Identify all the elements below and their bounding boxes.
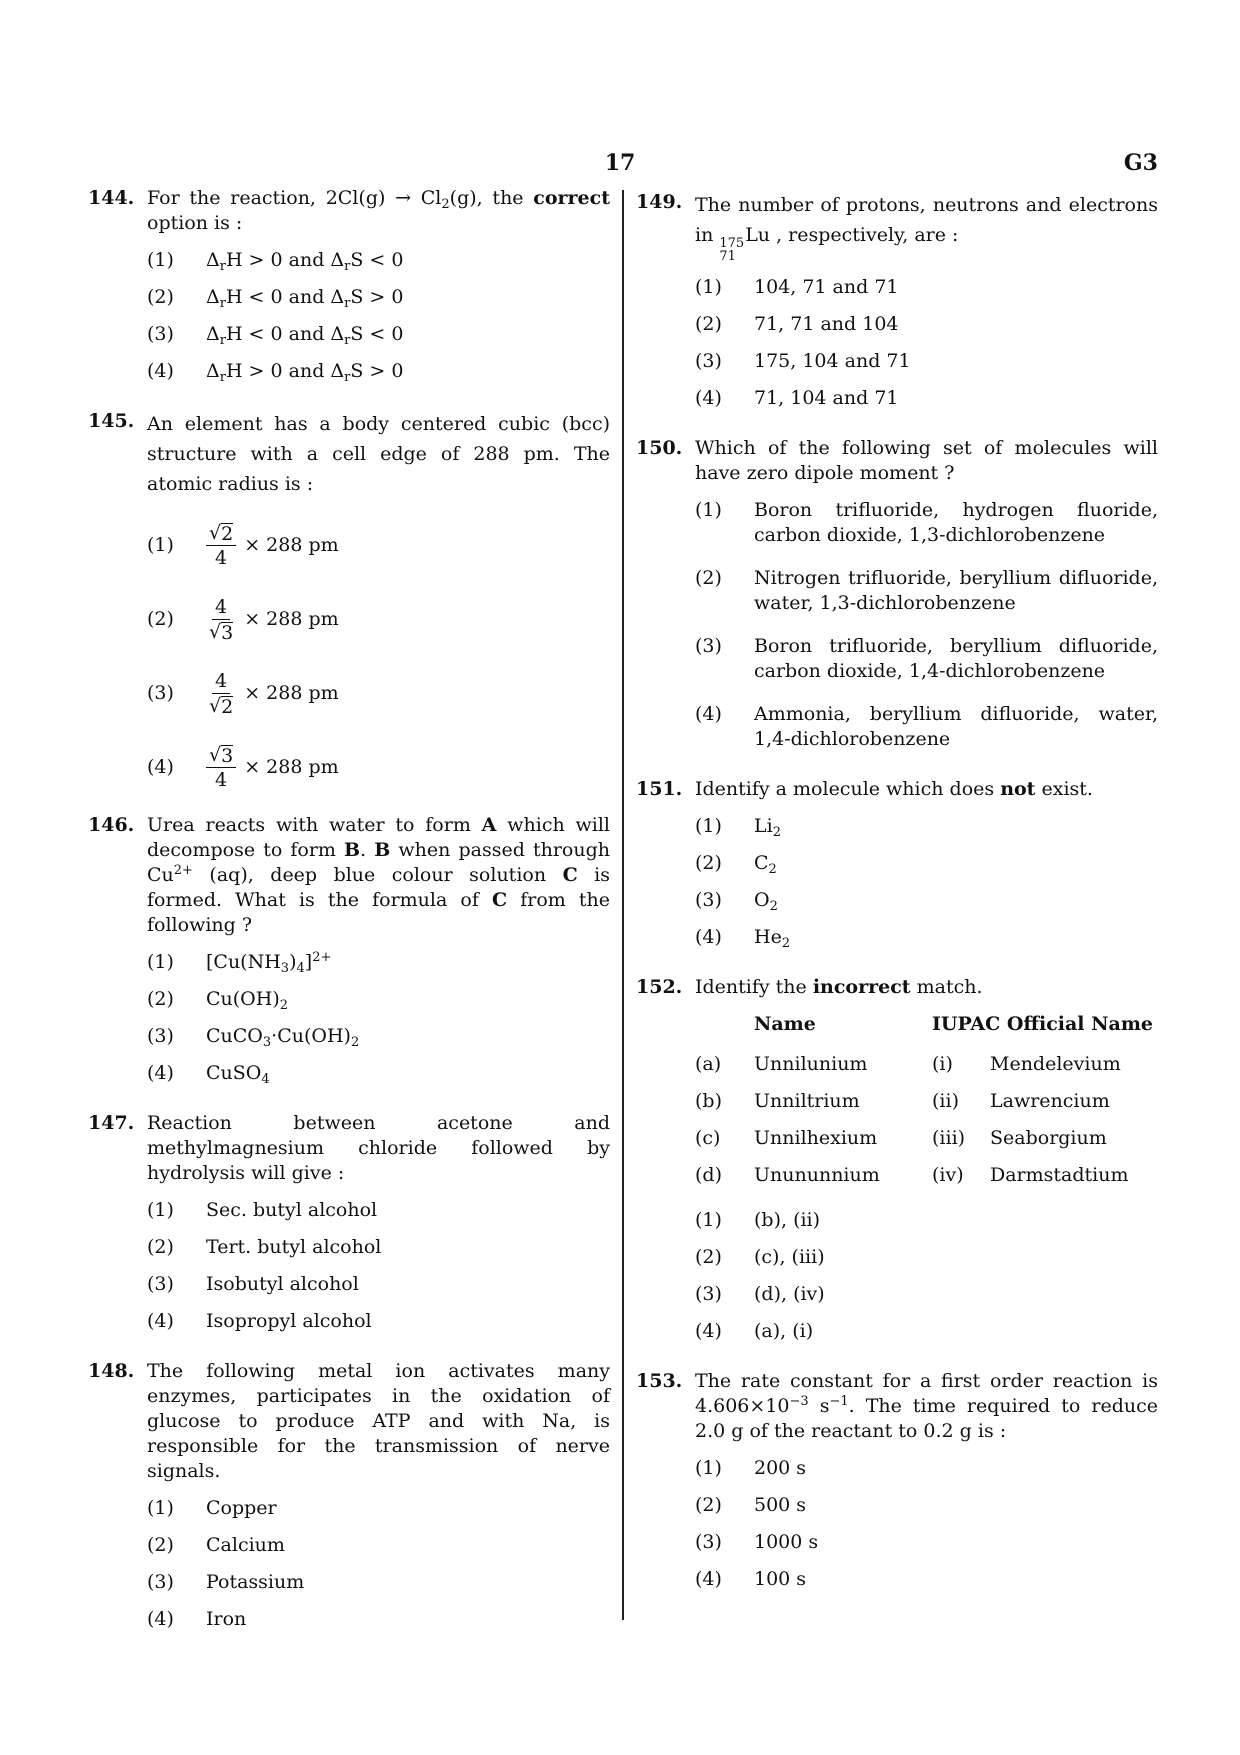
option: (4) Ammonia, beryllium difluoride, water, 1,4-dichlorobenzene xyxy=(695,703,1158,750)
page-number: 17 xyxy=(604,150,636,176)
option: (4) √ 3 4 × 288 pm xyxy=(147,743,339,791)
question-146 xyxy=(88,813,610,1086)
option: (3) Isobutyl alcohol xyxy=(147,1273,359,1295)
booklet-code: G3 xyxy=(1123,150,1158,176)
column-header-iupac: IUPAC Official Name xyxy=(932,1013,1154,1035)
question-text: Identify a molecule which does not exist. xyxy=(695,778,1093,800)
question-text: The following metal ion activates many enzymes, participates in the oxidation of glucose to produce ATP and with Na, is responsible for the transmission of nerve signals. xyxy=(147,1360,610,1482)
option: (1) √ 2 4 × 288 pm xyxy=(147,521,339,569)
option: (1) 104, 71 and 71 xyxy=(695,276,899,298)
option: (4) 71, 104 and 71 xyxy=(695,387,899,409)
question-152 xyxy=(636,975,1158,1344)
question-text: An element has a body centered cubic (bcc) structure with a cell edge of 288 pm. The atomic radius is : xyxy=(147,413,610,495)
option: (1) Boron trifluoride, hydrogen fluoride, carbon dioxide, 1,3-dichlorobenzene xyxy=(695,499,1158,546)
option: (4) 100 s xyxy=(695,1568,807,1590)
question-149 xyxy=(636,190,1158,411)
option: (1) 200 s xyxy=(695,1457,807,1479)
option: (2) $Cu(OH)_2$ xyxy=(147,988,289,1013)
right-column xyxy=(636,190,1158,1617)
question-text: The rate constant for a first order reaction is $4.606\times 10^{-3}$ $s^{-1}$. The time required to reduce 2.0 g of the reactant to 0.2 g is : xyxy=(695,1370,1158,1442)
nuclide-notation: 175 71 xyxy=(719,236,745,264)
option: (2) Nitrogen trifluoride, beryllium difluoride, water, 1,3-dichlorobenzene xyxy=(695,567,1158,614)
option: (2) (c), (iii) xyxy=(695,1246,825,1268)
question-number: 147. xyxy=(88,1112,135,1134)
option: (4) $\Delta_rH > 0$ and $\Delta_rS > 0$ xyxy=(147,360,404,385)
question-number: 149. xyxy=(636,191,683,213)
option: (4) CuSO$_4$ xyxy=(147,1062,270,1087)
match-table xyxy=(695,1012,1153,1200)
question-text: The number of protons, neutrons and electrons in 175 71 Lu , respectively, are : xyxy=(695,194,1158,264)
question-text: Reaction between acetone and methylmagnesium chloride followed by hydrolysis will give : xyxy=(147,1112,610,1184)
question-145 xyxy=(88,409,610,795)
question-147 xyxy=(88,1111,610,1334)
option: (2) 500 s xyxy=(695,1494,807,1516)
option: (4) Isopropyl alcohol xyxy=(147,1310,372,1332)
table-row: (c) Unnilhexium (iii) Seaborgium xyxy=(695,1127,1107,1149)
option: (2) $C_2$ xyxy=(695,852,777,877)
option: (2) Calcium xyxy=(147,1534,285,1556)
option: (3) 4 √ 2 × 288 pm xyxy=(147,669,339,718)
question-153 xyxy=(636,1369,1158,1592)
table-row: (d) Unununnium (iv) Darmstadtium xyxy=(695,1164,1129,1186)
table-row: (a) Unnilunium (i) Mendelevium xyxy=(695,1053,1121,1075)
option: (4) $He_2$ xyxy=(695,926,791,951)
option: (2) $\Delta_rH < 0$ and $\Delta_rS > 0$ xyxy=(147,286,404,311)
option: (3) 175, 104 and 71 xyxy=(695,350,911,372)
question-number: 152. xyxy=(636,976,683,998)
question-number: 145. xyxy=(88,410,135,432)
option: (4) (a), (i) xyxy=(695,1320,814,1342)
option: (1) $Li_2$ xyxy=(695,815,781,840)
question-text: Which of the following set of molecules will have zero dipole moment ? xyxy=(695,437,1158,484)
option: (1) Sec. butyl alcohol xyxy=(147,1199,378,1221)
option: (2) 4 √ 3 × 288 pm xyxy=(147,595,339,644)
question-number: 150. xyxy=(636,437,683,459)
question-number: 148. xyxy=(88,1360,135,1382)
question-number: 153. xyxy=(636,1370,683,1392)
question-text: Identify the incorrect match. xyxy=(695,976,983,998)
option: (3) $\Delta_rH < 0$ and $\Delta_rS < 0$ xyxy=(147,323,404,348)
table-row: (b) Unniltrium (ii) Lawrencium xyxy=(695,1090,1110,1112)
question-number: 146. xyxy=(88,814,135,836)
option: (4) Iron xyxy=(147,1608,247,1630)
option: (1) $[Cu(NH_3)_4]^{2+}$ xyxy=(147,950,332,976)
option: (1) (b), (ii) xyxy=(695,1209,821,1231)
option: (2) Tert. butyl alcohol xyxy=(147,1236,382,1258)
left-column xyxy=(88,186,610,1657)
question-148 xyxy=(88,1359,610,1632)
option: (1) $\Delta_rH > 0$ and $\Delta_rS < 0$ xyxy=(147,249,404,274)
option: (3) $O_2$ xyxy=(695,889,778,914)
question-151 xyxy=(636,777,1158,950)
option: (3) (d), (iv) xyxy=(695,1283,825,1305)
option: (3) Boron trifluoride, beryllium difluoride, carbon dioxide, 1,4-dichlorobenzene xyxy=(695,635,1158,682)
question-number: 144. xyxy=(88,187,135,209)
question-150 xyxy=(636,436,1158,752)
question-144 xyxy=(88,186,610,384)
question-text: Urea reacts with water to form A which will decompose to form B. B when passed through $Cu^{2+}$ (aq), deep blue colour solution C is formed. What is the formula of C from the following ? xyxy=(147,814,611,936)
option: (3) 1000 s xyxy=(695,1531,819,1553)
question-number: 151. xyxy=(636,778,683,800)
option: (1) Copper xyxy=(147,1497,277,1519)
option: (3) Potassium xyxy=(147,1571,305,1593)
column-divider xyxy=(622,190,624,1620)
column-header-name: Name xyxy=(754,1013,816,1035)
option: (2) 71, 71 and 104 xyxy=(695,313,899,335)
question-text: For the reaction, $2Cl(g) \to Cl_2(g)$, the correct option is : xyxy=(147,187,610,234)
option: (3) $CuCO_3\cdot Cu(OH)_2$ xyxy=(147,1025,360,1050)
